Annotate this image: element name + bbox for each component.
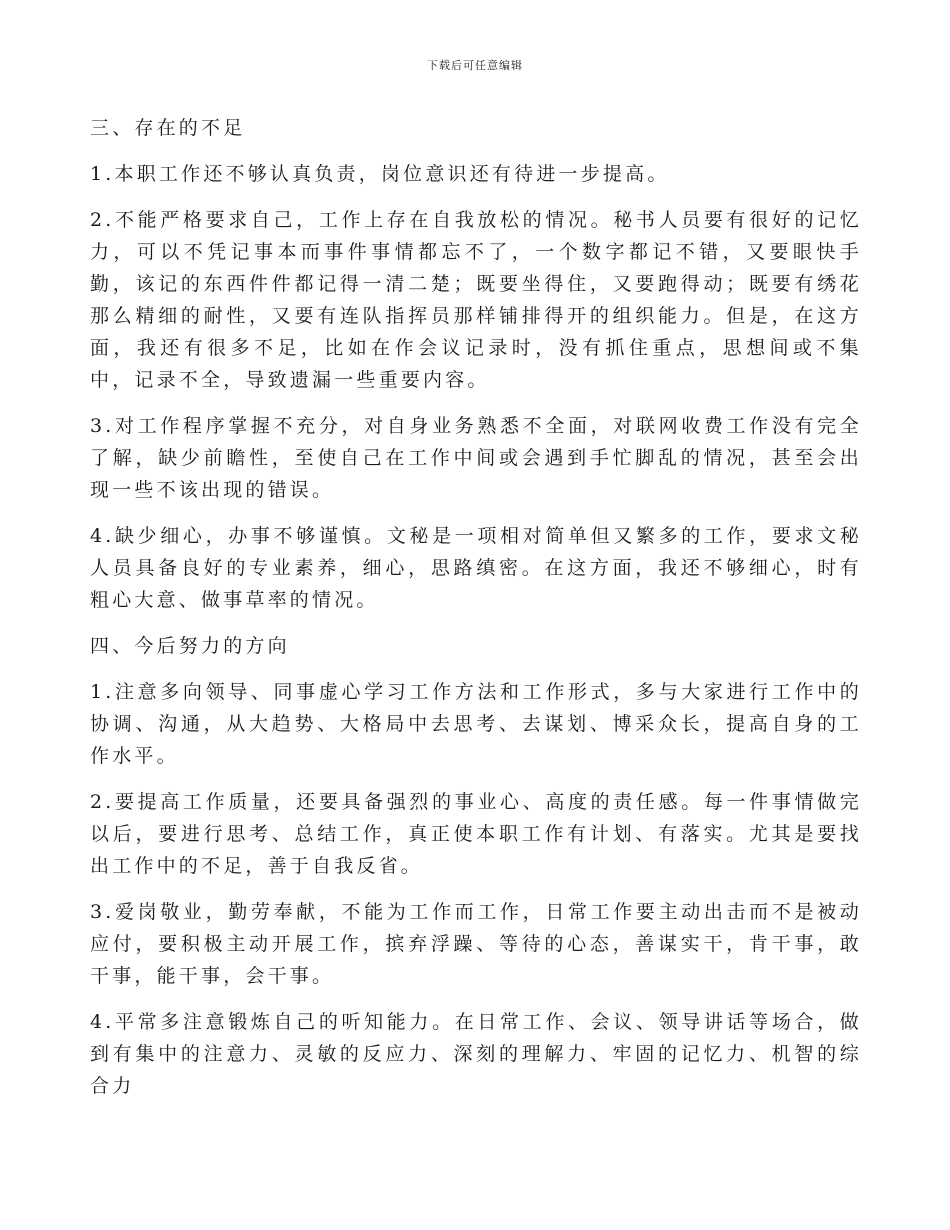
section-heading-future-direction: 四、今后努力的方向 [90,635,290,657]
paragraph-direction-4: 4.平常多注意锻炼自己的听知能力。在日常工作、会议、领导讲话等场合，做到有集中的注意力、灵敏的反应力、深刻的理解力、牢固的记忆力、机智的综合力 [90,1011,862,1097]
page-header: 下载后可任意编辑 [427,59,523,72]
section-heading-shortcomings: 三、存在的不足 [90,117,246,139]
paragraph-shortcoming-4: 4.缺少细心，办事不够谨慎。文秘是一项相对简单但又繁多的工作，要求文秘人员具备良好的专业素养，细心，思路缜密。在这方面，我还不够细心，时有粗心大意、做事草率的情况。 [90,525,862,611]
paragraph-direction-3: 3.爱岗敬业，勤劳奉献，不能为工作而工作，日常工作要主动出击而不是被动应付，要积极主动开展工作，摈弃浮躁、等待的心态，善谋实干，肯干事，敢干事，能干事，会干事。 [90,901,862,987]
paragraph-direction-1: 1.注意多向领导、同事虚心学习工作方法和工作形式，多与大家进行工作中的协调、沟通，从大趋势、大格局中去思考、去谋划、博采众长，提高自身的工作水平。 [90,681,862,767]
paragraph-shortcoming-1: 1.本职工作还不够认真负责，岗位意识还有待进一步提高。 [90,163,670,185]
paragraph-shortcoming-3: 3.对工作程序掌握不充分，对自身业务熟悉不全面，对联网收费工作没有完全了解，缺少前瞻性，至使自己在工作中间或会遇到手忙脚乱的情况，甚至会出现一些不该出现的错误。 [90,415,862,501]
paragraph-shortcoming-2: 2.不能严格要求自己，工作上存在自我放松的情况。秘书人员要有很好的记忆力，可以不凭记事本而事件事情都忘不了，一个数字都记不错，又要眼快手勤，该记的东西件件都记得一清二楚；既要坐得住，又要跑得动；既要有绣花那么精细的耐性，又要有连队指挥员那样铺排得开的组织能力。但是，在这方面，我还有很多不足，比如在作会议记录时，没有抓住重点，思想间或不集中，记录不全，导致遗漏一些重要内容。 [90,209,862,391]
document-body [90,112,862,1116]
paragraph-direction-2: 2.要提高工作质量，还要具备强烈的事业心、高度的责任感。每一件事情做完以后，要进行思考、总结工作，真正使本职工作有计划、有落实。尤其是要找出工作中的不足，善于自我反省。 [90,791,862,877]
